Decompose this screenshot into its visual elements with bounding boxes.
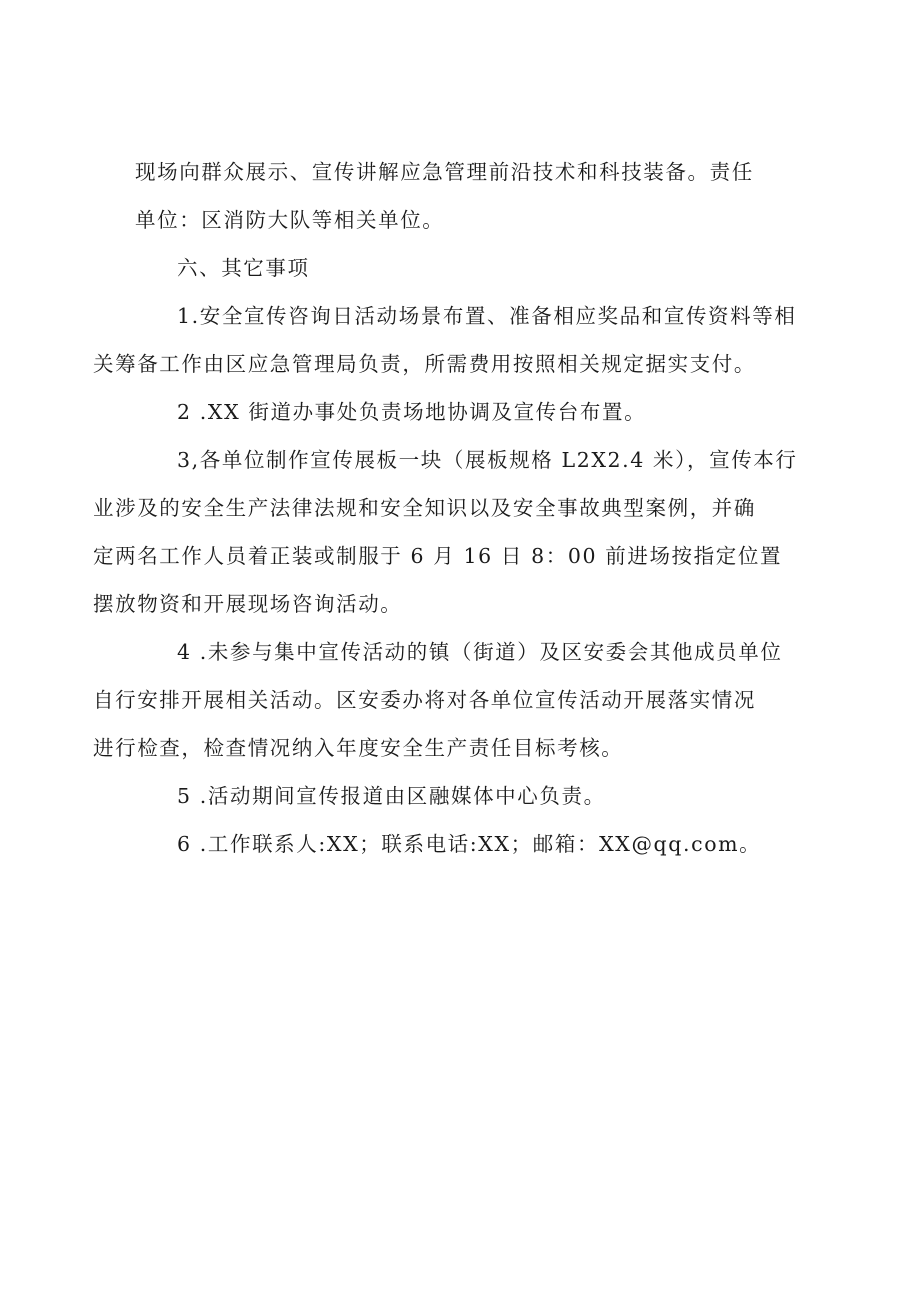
text-line: 定两名工作人员着正装或制服于 6 月 16 日 8：00 前进场按指定位置 <box>93 544 783 568</box>
list-item-6 <box>135 820 790 868</box>
text-line: 1.安全宣传咨询日活动场景布置、准备相应奖品和宣传资料等相 <box>177 304 797 328</box>
list-item-4 <box>93 628 790 772</box>
paragraph-responsible-unit <box>135 148 790 244</box>
list-item-3 <box>93 436 798 628</box>
text-line: 5 .活动期间宣传报道由区融媒体中心负责。 <box>177 784 606 808</box>
section-heading: 六、其它事项 <box>177 256 310 280</box>
text-line: 关筹备工作由区应急管理局负责，所需费用按照相关规定据实支付。 <box>93 352 756 376</box>
text-line: 业涉及的安全生产法律法规和安全知识以及安全事故典型案例，并确 <box>93 496 756 520</box>
section-heading-other-matters <box>135 244 790 292</box>
text-line: 现场向群众展示、宣传讲解应急管理前沿技术和科技装备。责任 <box>135 160 754 184</box>
text-line: 4 .未参与集中宣传活动的镇（街道）及区安委会其他成员单位 <box>177 640 783 664</box>
document-body <box>93 148 798 868</box>
text-line: 自行安排开展相关活动。区安委办将对各单位宣传活动开展落实情况 <box>93 688 756 712</box>
list-item-1 <box>93 292 797 388</box>
text-line: 6 .工作联系人:XX；联系电话:XX；邮箱：XX@qq.com。 <box>177 832 762 856</box>
list-item-2 <box>135 388 790 436</box>
text-line: 2 .XX 街道办事处负责场地协调及宣传台布置。 <box>177 400 647 424</box>
text-line: 进行检查，检查情况纳入年度安全生产责任目标考核。 <box>93 736 624 760</box>
list-item-5 <box>135 772 790 820</box>
text-line: 摆放物资和开展现场咨询活动。 <box>93 592 403 616</box>
text-line: 单位：区消防大队等相关单位。 <box>135 208 445 232</box>
text-line: 3,各单位制作宣传展板一块（展板规格 L2X2.4 米），宣传本行 <box>177 448 798 472</box>
